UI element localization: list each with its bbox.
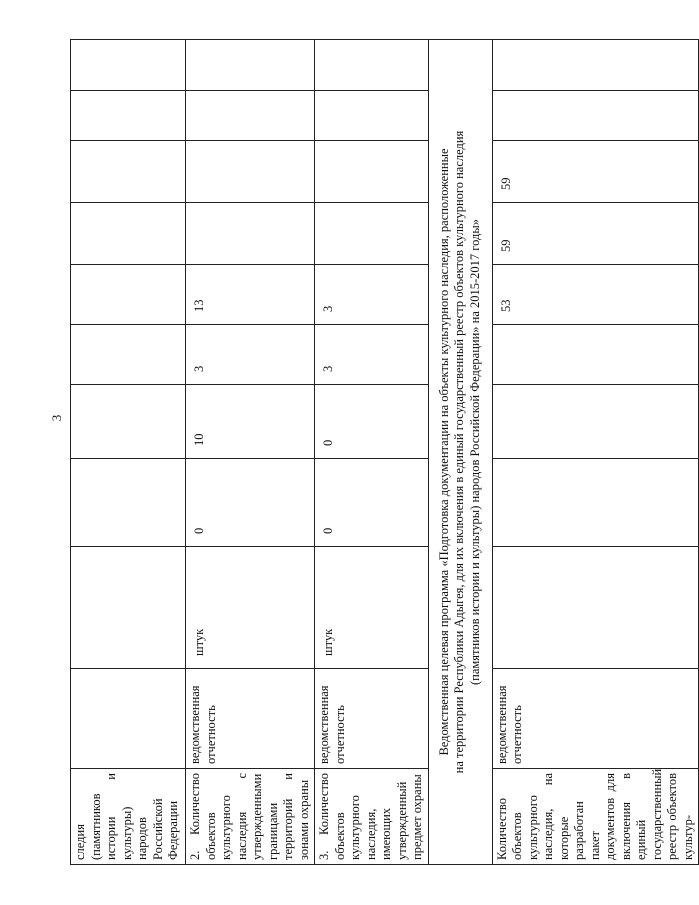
value-cell [71,459,186,547]
value-cell [71,325,186,385]
value-cell [186,141,315,203]
value-cell [492,385,699,459]
value-cell: 13 [186,265,315,325]
table-row [186,40,315,865]
table-row [492,40,699,865]
value-cell [71,385,186,459]
value-cell [186,91,315,141]
value-cell: 10 [186,385,315,459]
program-title [428,40,492,865]
value-cell: 3 [315,325,429,385]
value-cell: 0 [186,459,315,547]
unit-cell [71,547,186,669]
value-cell [492,40,699,91]
indicators-table [70,39,699,865]
program-title-line: на территории Республики Адыгея, для их включения в единый государственный реестр объектов культурного наследия [452,130,467,774]
value-cell [71,141,186,203]
table-row [315,40,429,865]
value-cell: 59 [492,203,699,265]
value-cell [71,265,186,325]
program-title-line: Ведомственная целевая программа «Подготовка документации на объекты культурного наследия, расположенные [436,148,451,756]
value-cell [186,40,315,91]
unit-cell: штук [315,547,429,669]
value-cell [71,91,186,141]
rotated-page-content [70,40,695,865]
value-cell [492,91,699,141]
data-source: ведомственная отчетность [186,669,315,769]
section-header-row [428,40,492,865]
value-cell [315,40,429,91]
value-cell [315,203,429,265]
data-source: ведомственная отчетность [315,669,429,769]
value-cell [71,40,186,91]
value-cell: 3 [186,325,315,385]
page-number: 3 [49,414,64,422]
data-source: ведомственная отчетность [492,669,699,769]
indicator-name: Количество объектов культурного наследия, на которые разработан пакет документов для включения в единый государственный реестр объектов культур- [492,769,699,865]
table-row [71,40,186,865]
value-cell: 0 [315,385,429,459]
indicator-name: следия (памятников истории и культуры) народов Российской Федерации [71,769,186,865]
unit-cell [492,547,699,669]
program-title-line: (памятников истории и культуры) народов Российской Федерации» на 2015-2017 годы» [467,218,482,686]
value-cell [492,325,699,385]
value-cell: 59 [492,141,699,203]
value-cell: 3 [315,265,429,325]
value-cell: 0 [315,459,429,547]
unit-cell: штук [186,547,315,669]
value-cell [186,203,315,265]
value-cell [492,459,699,547]
data-source [71,669,186,769]
value-cell [315,91,429,141]
value-cell: 53 [492,265,699,325]
value-cell [71,203,186,265]
indicator-name: 2. Количество объектов культурного наследия с утвержденными границами территорий и зонами охраны [186,769,315,865]
indicator-name: 3. Количество объектов культурного наследия, имеющих утвержденный предмет охраны [315,769,429,865]
value-cell [315,141,429,203]
